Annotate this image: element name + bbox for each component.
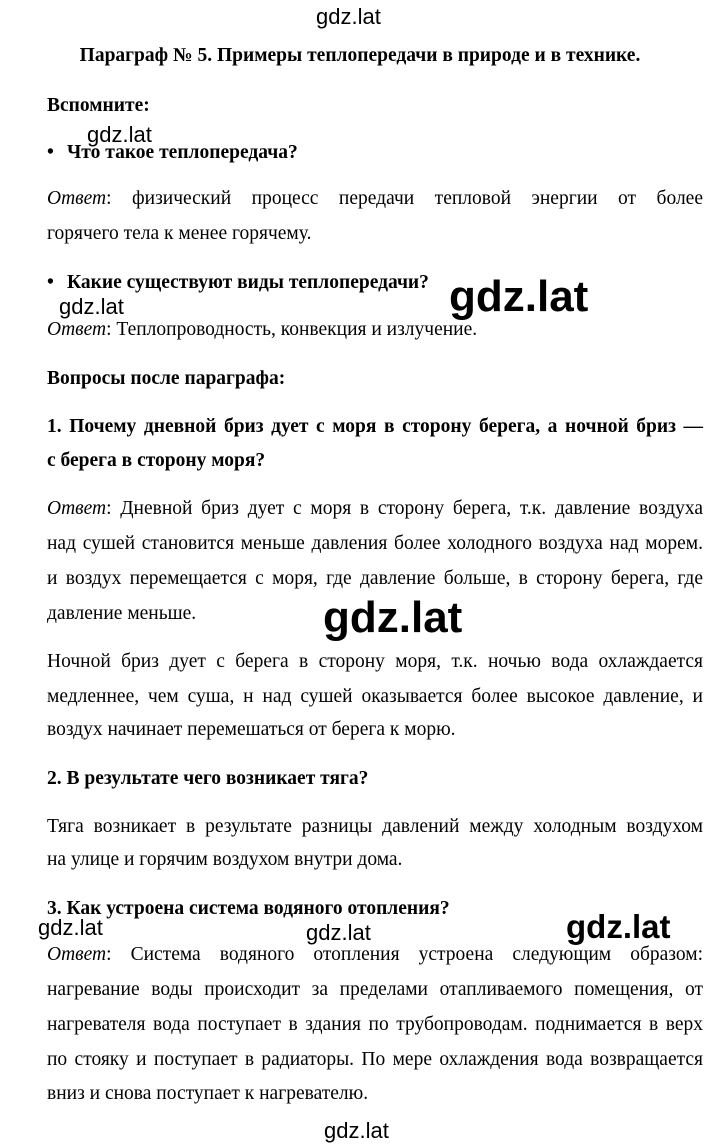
page-title: Параграф № 5. Примеры теплопередачи в природе и в технике.	[79, 45, 641, 66]
answer-3-line2: нагревание воды происходит за пределами отапливаемого помещения, от	[47, 979, 703, 1000]
answer-3-line5: вниз и снова поступает к нагревателю.	[47, 1083, 369, 1104]
watermark: gdz.lat	[38, 915, 103, 940]
answer-1b-line2: медленнее, чем суша, н над сушей оказывается более высокое давление, и	[47, 686, 703, 707]
watermark: gdz.lat	[59, 294, 124, 319]
question-3: 3. Как устроена система водяного отопления?	[47, 898, 450, 919]
remember-question-2	[47, 269, 429, 297]
answer-1-line3: и воздух перемещается с моря, где давление больше, в сторону берега, где	[47, 568, 703, 589]
answer-1-line1	[47, 492, 703, 525]
answer-label: Ответ	[47, 944, 107, 965]
watermark: gdz.lat	[306, 920, 371, 945]
answer-text: : Дневной бриз дует с моря в сторону берега, т.к. давление воздуха	[106, 498, 703, 519]
answer-text: : Система водяного отопления устроена следующим образом:	[106, 944, 703, 965]
watermark: gdz.lat	[87, 122, 152, 147]
remember-heading: Вспомните:	[47, 95, 150, 116]
question-1-line2: с берега в сторону моря?	[47, 450, 266, 471]
remember-answer-2	[47, 313, 703, 346]
question-1-line1: 1. Почему дневной бриз дует с моря в сторону берега, а ночной бриз —	[47, 416, 703, 437]
watermark-large: gdz.lat	[449, 272, 589, 321]
answer-2-line2: на улице и горячим воздухом внутри дома.	[47, 849, 403, 870]
answer-1b-line1: Ночной бриз дует с берега в сторону моря, т.к. ночью вода охлаждается	[47, 651, 703, 672]
answer-2-line1: Тяга возникает в результате разницы давлений между холодным воздухом	[47, 816, 703, 837]
watermark-medium: gdz.lat	[566, 908, 671, 945]
watermark-top: gdz.lat	[316, 4, 381, 29]
answer-1b-line3: воздух начинает перемешаться от берега к морю.	[47, 719, 456, 740]
remember-question-1-text: Что такое теплопередача?	[67, 142, 298, 163]
answer-3-line3: нагревателя вода поступает в здания по трубопроводам. поднимается в верх	[47, 1014, 703, 1035]
answer-text: : Теплопроводность, конвекция и излучение.	[106, 319, 478, 340]
answer-1-line2: над сушей становится меньше давления более холодного воздуха над морем.	[47, 533, 703, 554]
answer-label: Ответ	[47, 498, 107, 519]
answer-3-line4: по стояку и поступает в радиаторы. По мере охлаждения вода возвращается	[47, 1049, 703, 1070]
answer-1-line4: давление меньше.	[47, 603, 197, 624]
after-paragraph-heading: Вопросы после параграфа:	[47, 368, 286, 389]
watermark-large: gdz.lat	[323, 593, 463, 642]
answer-label: Ответ	[47, 319, 107, 340]
remember-answer-1-line2: горячего тела к менее горячему.	[47, 223, 312, 244]
remember-answer-1-line1	[47, 182, 703, 215]
answer-label: Ответ	[47, 188, 107, 209]
question-2: 2. В результате чего возникает тяга?	[47, 768, 369, 789]
watermark-bottom: gdz.lat	[324, 1118, 389, 1143]
bullet-dot: •	[47, 142, 54, 163]
remember-question-1	[47, 139, 298, 167]
bullet-dot: •	[47, 272, 54, 293]
answer-text: : физический процесс передачи тепловой энергии от более	[106, 188, 703, 209]
remember-question-2-text: Какие существуют виды теплопередачи?	[67, 272, 429, 293]
